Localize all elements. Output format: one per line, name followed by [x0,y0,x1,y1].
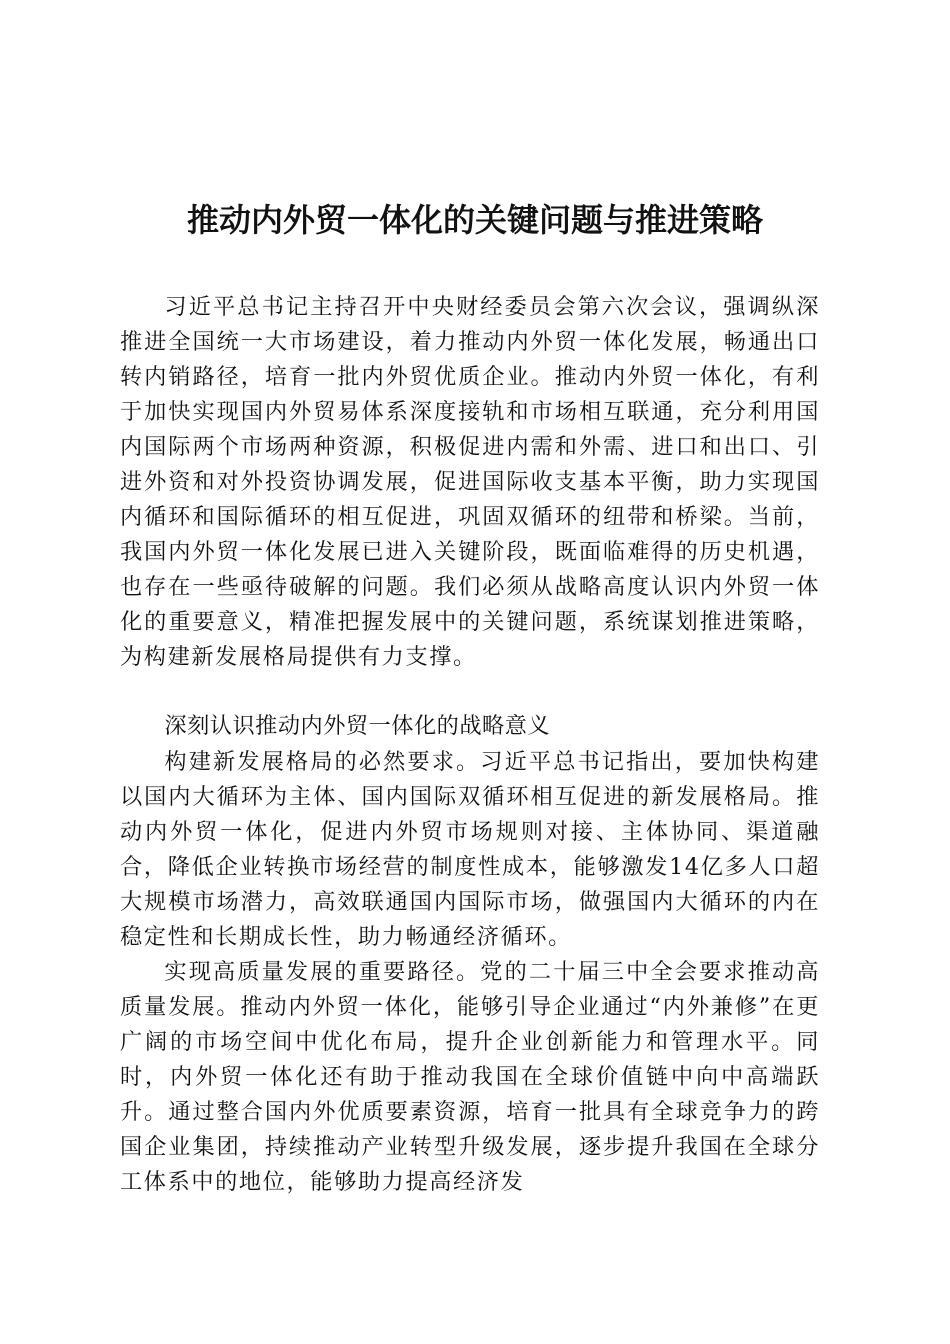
section-heading: 深刻认识推动内外贸一体化的战略意义 [164,713,551,739]
paragraph-new-development-pattern: 构建新发展格局的必然要求。习近平总书记指出，要加快构建以国内大循环为主体、国内国际双循环相互促进的新发展格局。推动内外贸一体化，促进内外贸市场规则对接、主体协同、渠道融合，降低企业转换市场经营的制度性成本，能够激发14亿多人口超大规模市场潜力，高效联通国内国际市场，做强国内大循环的内在稳定性和长期成长性，助力畅通经济循环。 [120,749,820,950]
paragraph-intro: 习近平总书记主持召开中央财经委员会第六次会议，强调纵深推进全国统一大市场建设，着力推动内外贸一体化发展，畅通出口转内销路径，培育一批内外贸优质企业。推动内外贸一体化，有利于加快实现国内外贸易体系深度接轨和市场相互联通，充分利用国内国际两个市场两种资源，积极促进内需和外需、进口和出口、引进外资和对外投资协调发展，促进国际收支基本平衡，助力实现国内循环和国际循环的相互促进，巩固双循环的纽带和桥梁。当前，我国内外贸一体化发展已进入关键阶段，既面临难得的历史机遇，也存在一些亟待破解的问题。我们必须从战略高度认识内外贸一体化的重要意义，精准把握发展中的关键问题，系统谋划推进策略，为构建新发展格局提供有力支撑。 [120,294,820,670]
paragraph-high-quality-development: 实现高质量发展的重要路径。党的二十届三中全会要求推动高质量发展。推动内外贸一体化，能够引导企业通过“内外兼修”在更广阔的市场空间中优化布局，提升企业创新能力和管理水平。同时，内外贸一体化还有助于推动我国在全球价值链中向中高端跃升。通过整合国内外优质要素资源，培育一批具有全球竞争力的跨国企业集团，持续推动产业转型升级发展，逐步提升我国在全球分工体系中的地位，能够助力提高经济发 [120,959,820,1195]
document-title: 推动内外贸一体化的关键问题与推进策略 [186,201,763,239]
